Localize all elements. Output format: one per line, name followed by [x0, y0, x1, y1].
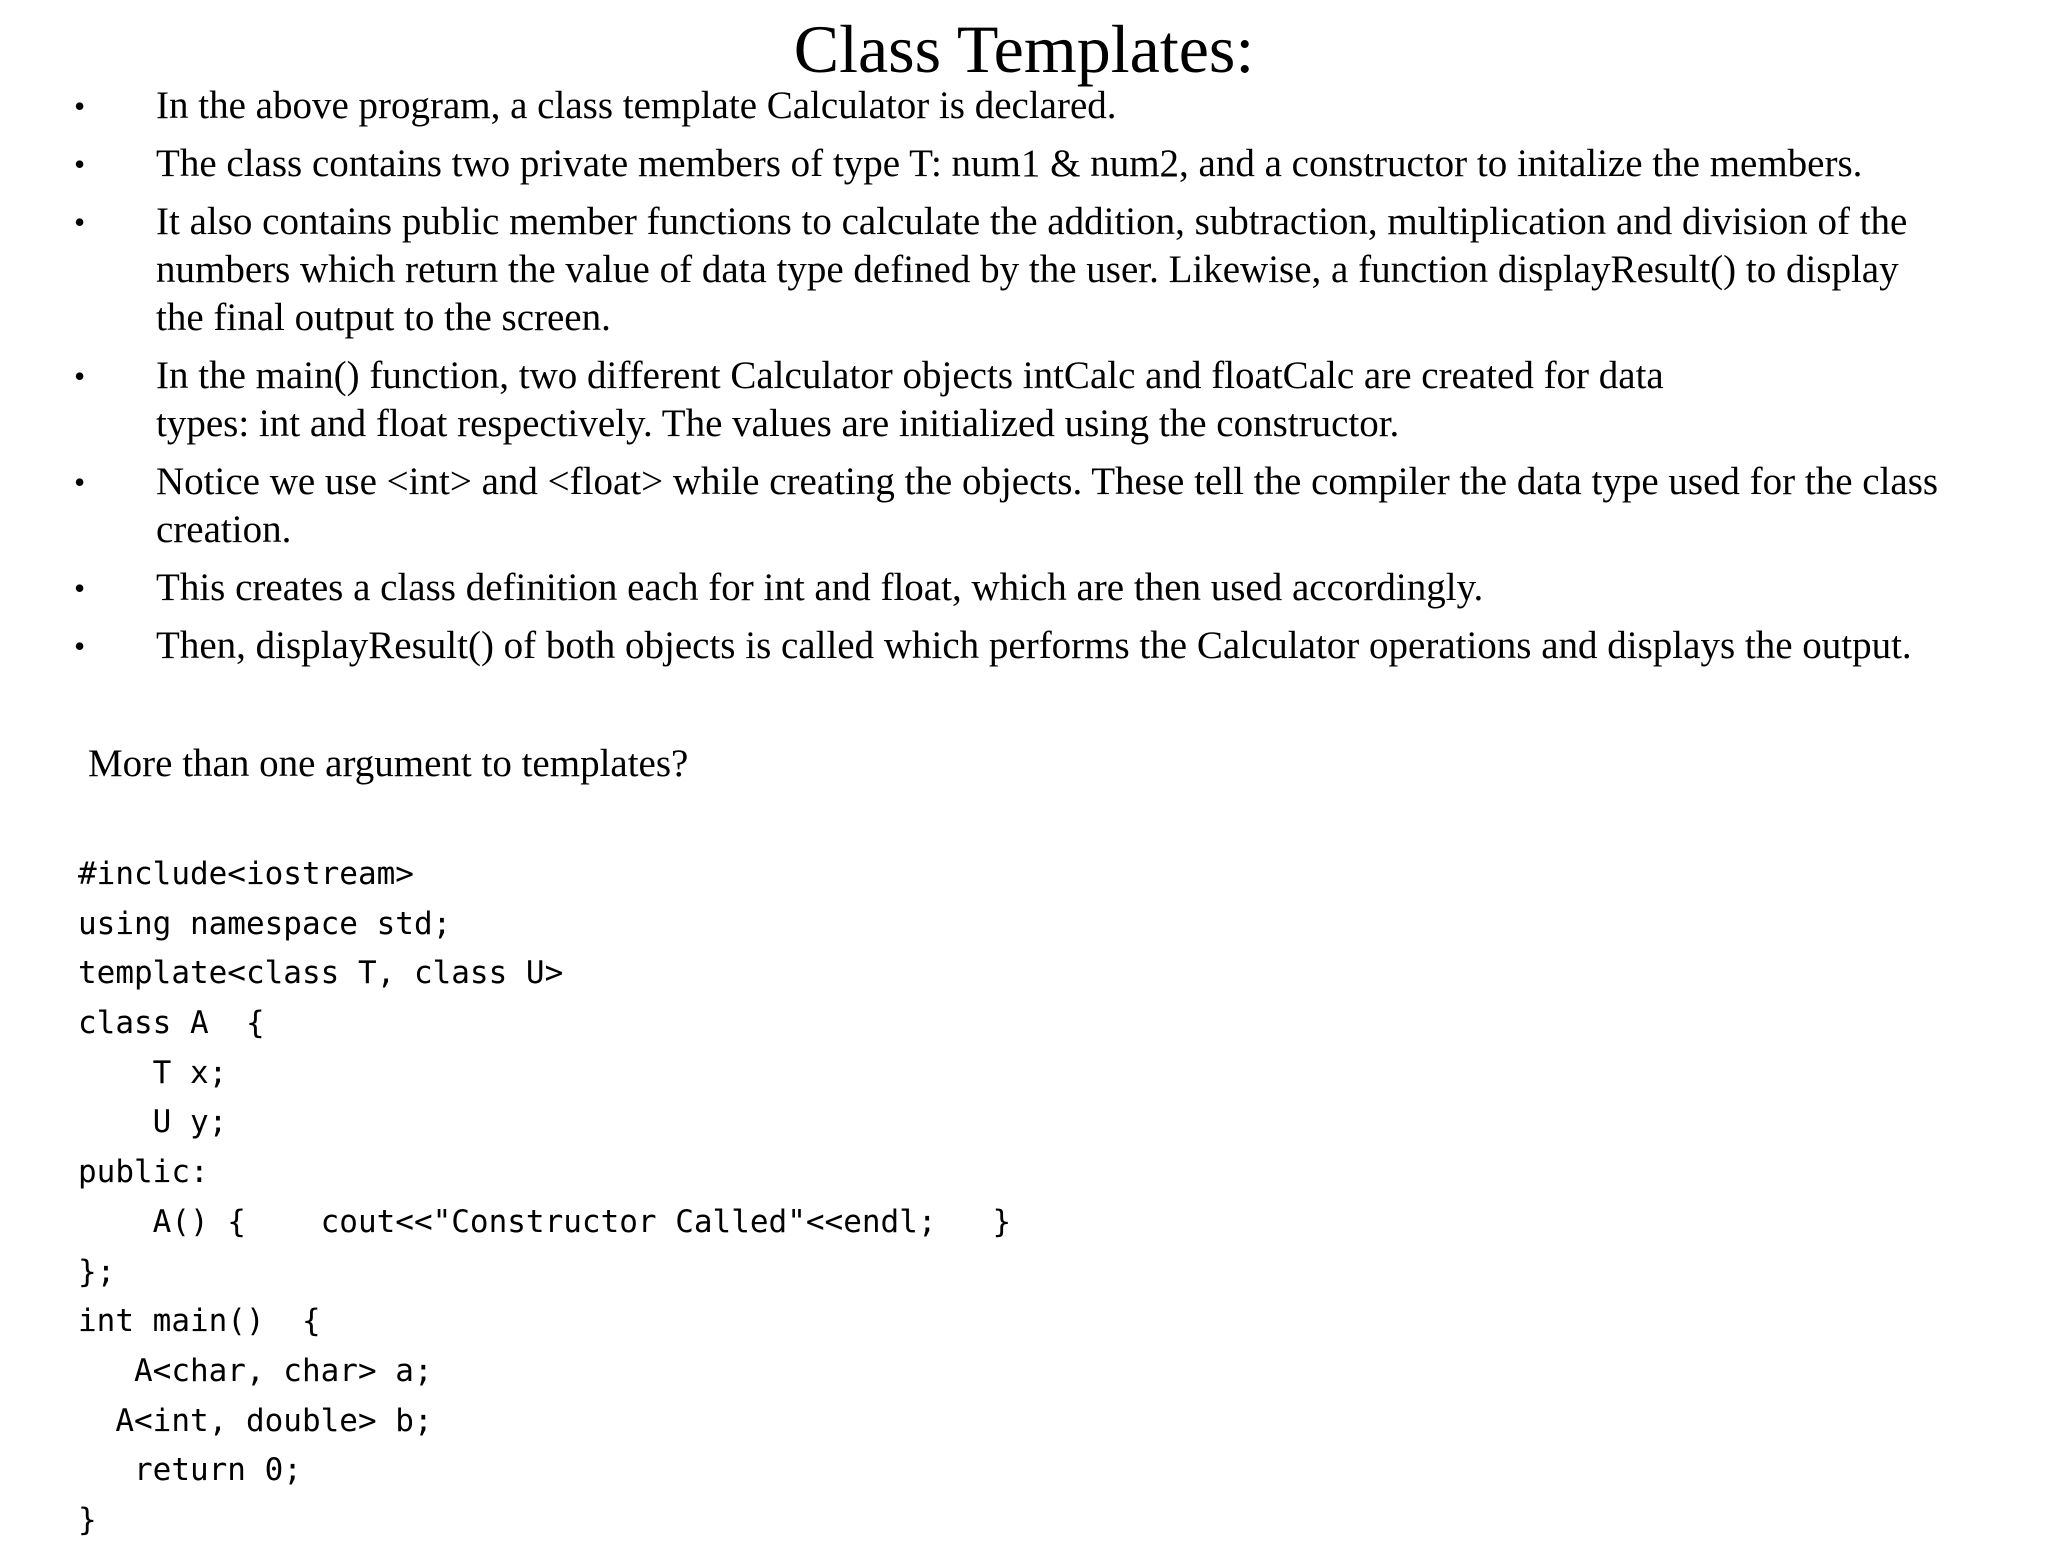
- bullet-text-line: It also contains public member functions to calculate the addition, subtraction, multiplication and division of the: [156, 200, 1908, 243]
- bullet-text-line: the final output to the screen.: [156, 296, 611, 339]
- bullet-dot-icon: •: [74, 204, 86, 240]
- code-line: A<char, char> a;: [78, 1352, 433, 1389]
- code-line: int main() {: [78, 1303, 321, 1340]
- code-line: };: [78, 1253, 116, 1290]
- bullet-dot-icon: •: [74, 88, 86, 124]
- bullet-text-line: Notice we use <int> and <float> while creating the objects. These tell the compiler the data type used for the class: [156, 460, 1939, 503]
- code-line: using namespace std;: [78, 905, 452, 942]
- bullet-text-line: Then, displayResult() of both objects is called which performs the Calculator operations and displays the output.: [156, 624, 1912, 667]
- bullet-text-line: creation.: [156, 508, 292, 551]
- bullet-item: [0, 458, 2016, 554]
- bullet-item: [0, 140, 2016, 188]
- code-line: return 0;: [78, 1452, 302, 1489]
- bullet-dot-icon: •: [74, 358, 86, 394]
- bullet-dot-icon: •: [74, 464, 86, 500]
- bullet-item: [0, 622, 2016, 670]
- code-line: A() { cout<<"Constructor Called"<<endl; }: [78, 1203, 1012, 1240]
- bullet-dot-icon: •: [74, 146, 86, 182]
- bullet-item: [0, 198, 2016, 342]
- bullet-dot-icon: •: [74, 628, 86, 664]
- bullet-text-line: In the main() function, two different Calculator objects intCalc and floatCalc are created for data: [156, 354, 1664, 397]
- code-line: #include<iostream>: [78, 856, 414, 892]
- code-line: public:: [78, 1154, 209, 1191]
- bullet-item: [0, 564, 2016, 612]
- bullet-item: [0, 82, 2016, 130]
- bullet-text-line: types: int and float respectively. The values are initialized using the constructor.: [156, 402, 1400, 445]
- bullet-text-line: This creates a class definition each for int and float, which are then used accordingly.: [156, 566, 1484, 609]
- slide-title: Class Templates:: [793, 11, 1255, 87]
- code-line: T x;: [78, 1054, 228, 1091]
- bullet-list: [0, 82, 2048, 680]
- code-line: U y;: [78, 1104, 228, 1141]
- bullet-text-line: numbers which return the value of data type defined by the user. Likewise, a function displayResult() to display: [156, 248, 1899, 291]
- subheading: More than one argument to templates?: [88, 742, 689, 785]
- code-block: [78, 850, 1011, 1546]
- code-line: }: [78, 1501, 97, 1538]
- bullet-item: [0, 352, 2016, 448]
- code-line: template<class T, class U>: [78, 955, 564, 992]
- bullet-text-line: The class contains two private members of type T: num1 & num2, and a constructor to initalize the members.: [156, 142, 1863, 185]
- bullet-text-line: In the above program, a class template Calculator is declared.: [156, 84, 1117, 127]
- bullet-dot-icon: •: [74, 570, 86, 606]
- code-line: class A {: [78, 1005, 265, 1042]
- code-line: A<int, double> b;: [78, 1402, 433, 1439]
